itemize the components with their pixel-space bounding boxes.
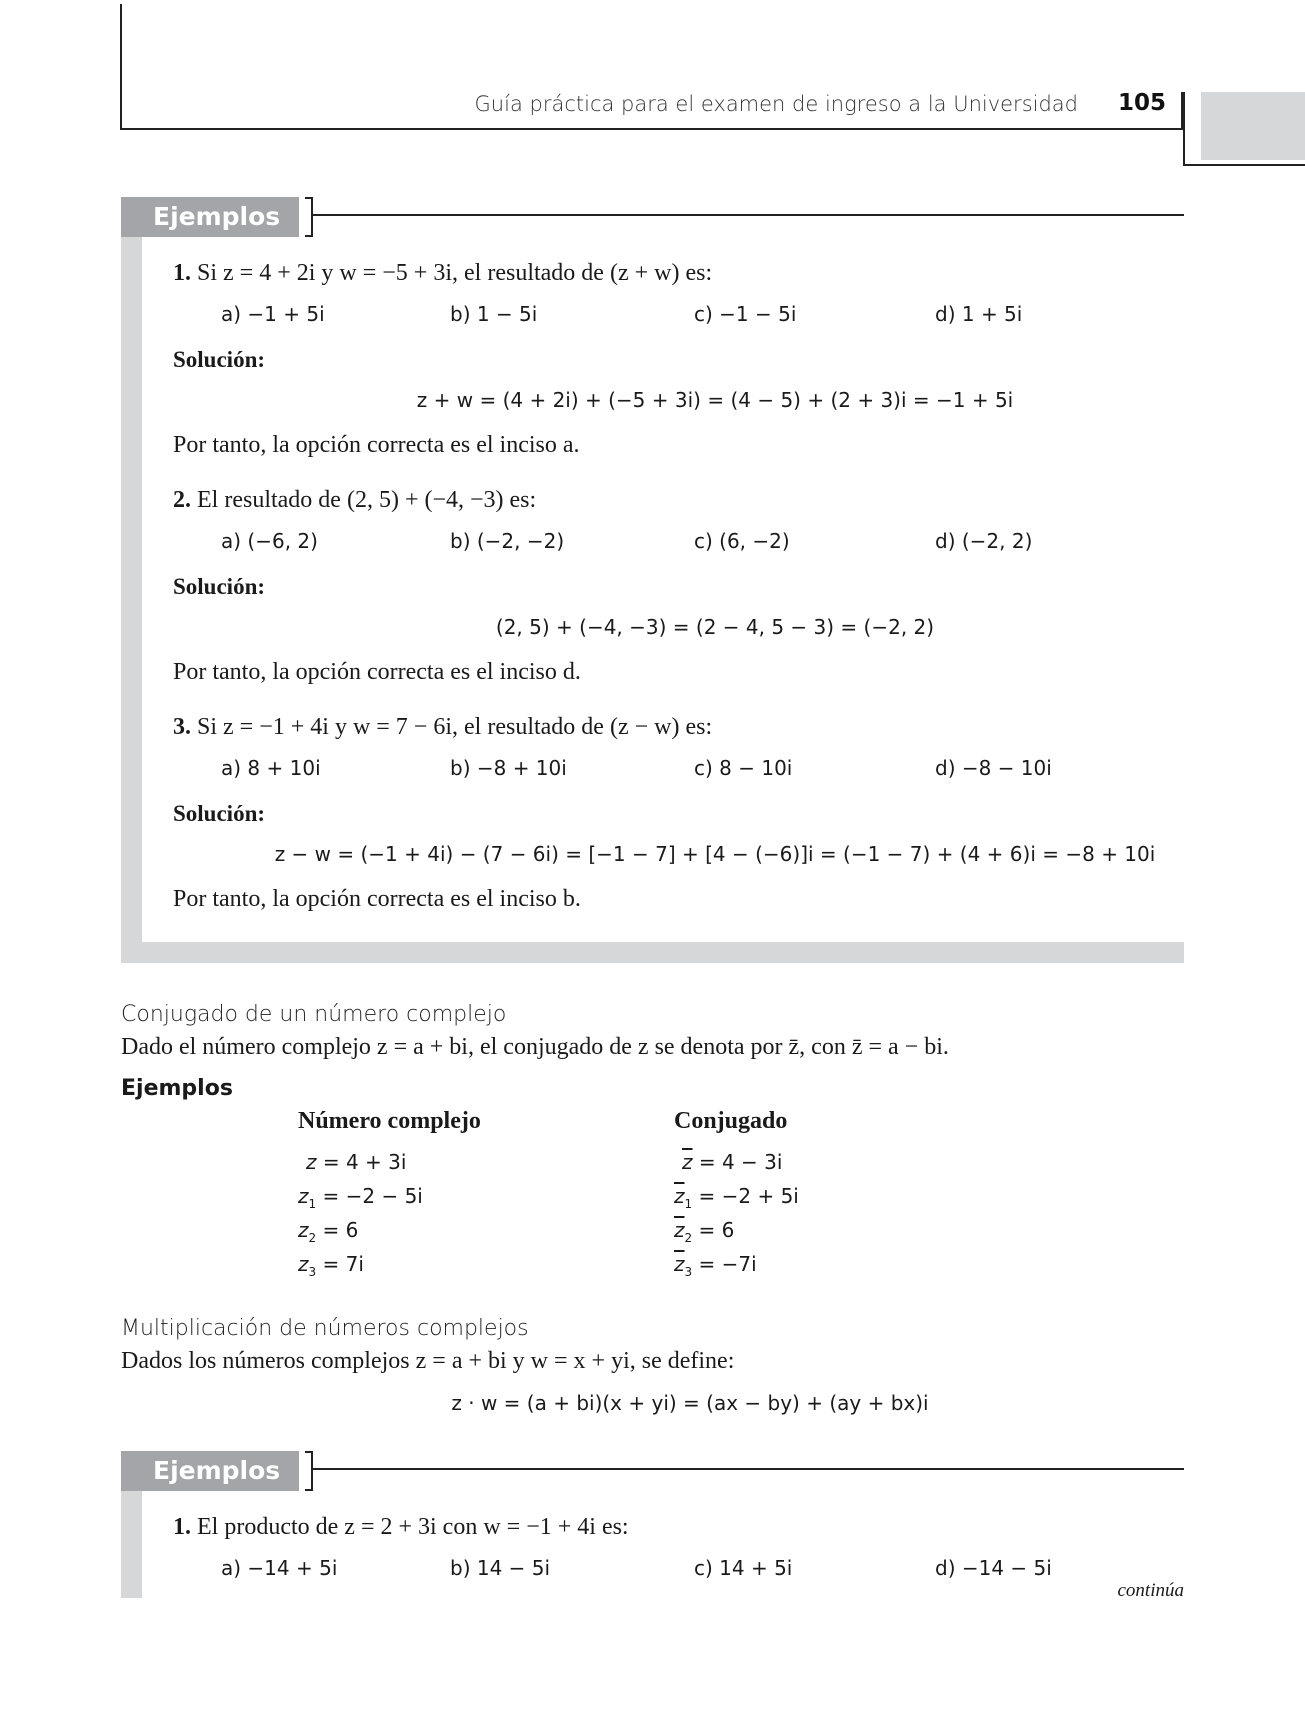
conclusion: Por tanto, la opción correcta es el inciso d. [173,659,581,685]
complex-row: $z_1 = -2 - 5i$ [298,1184,423,1211]
continues-note: continúa [1117,1580,1184,1601]
example-number: 1. [173,260,191,286]
option-b: b) −8 + 10i [450,756,567,780]
thumb-tab-bottom-border [1183,164,1305,166]
example-number: 1. [173,1514,191,1540]
conclusion: Por tanto, la opción correcta es el inciso b. [173,886,581,912]
multiplication-definition: Dados los números complejos z = a + bi y w = x + yi, se define: [121,1348,735,1374]
box-side-bar [121,1491,142,1598]
examples-label: Ejemplos [121,1076,233,1101]
header-bottom-rule [120,128,1183,130]
option-b: b) (−2, −2) [450,529,565,553]
complex-row: $z_2 = 6$ [298,1218,359,1245]
thumb-tab-border [1183,92,1185,166]
complex-row: $z_3 = 7i$ [298,1252,364,1279]
example-number: 3. [173,714,191,740]
question-text: Si z = 4 + 2i y w = −5 + 3i, el resultado de (z + w) es: [197,260,713,286]
question-text: El resultado de (2, 5) + (−4, −3) es: [197,487,537,513]
box-bottom-bar [121,942,1184,963]
example-number: 2. [173,487,191,513]
question-text: El producto de z = 2 + 3i con w = −1 + 4i es: [197,1514,629,1540]
complex-row: z = 4 + 3i [306,1150,407,1174]
option-c: c) (6, −2) [694,529,790,553]
example-3-question [173,714,712,741]
option-d: d) 1 + 5i [935,302,1023,326]
page-number: 105 [1118,90,1167,116]
banner-rule [313,1468,1184,1470]
column-header-complex: Número complejo [298,1108,481,1134]
option-c: c) 14 + 5i [694,1556,793,1580]
option-a: a) −14 + 5i [221,1556,338,1580]
solution-label: Solución: [173,801,266,826]
option-d: d) −8 − 10i [935,756,1052,780]
banner-frame [305,1451,313,1491]
example-1-question [173,260,712,287]
multiplication-formula: z · w = (a + bi)(x + yi) = (ax − by) + (ay + bx)i [451,1391,929,1415]
section-title-conjugate: Conjugado de un número complejo [121,1002,507,1027]
running-header-title: Guía práctica para el examen de ingreso a la Universidad [474,92,1078,116]
box-side-bar [121,237,142,963]
option-d: d) (−2, 2) [935,529,1033,553]
option-c: c) −1 − 5i [694,302,797,326]
solution-label: Solución: [173,347,266,372]
conjugate-row: $\overline{z} = 4 - 3i$ [682,1150,783,1174]
solution-label: Solución: [173,574,266,599]
examples-banner: Ejemplos [121,1451,299,1491]
question-text: Si z = −1 + 4i y w = 7 − 6i, el resultado de (z − w) es: [197,714,713,740]
examples-banner: Ejemplos [121,197,299,237]
banner-rule [313,214,1184,216]
thumb-tab [1201,92,1305,160]
example-4-question [173,1514,629,1541]
option-b: b) 14 − 5i [450,1556,551,1580]
option-c: c) 8 − 10i [694,756,793,780]
column-header-conjugate: Conjugado [674,1108,788,1134]
banner-frame [305,197,313,237]
solution-equation: (2, 5) + (−4, −3) = (2 − 4, 5 − 3) = (−2, 2) [495,615,935,639]
option-a: a) −1 + 5i [221,302,325,326]
conjugate-definition: Dado el número complejo z = a + bi, el conjugado de z se denota por z̄, con z̄ = a − bi. [121,1034,949,1060]
option-d: d) −14 − 5i [935,1556,1052,1580]
solution-equation: z − w = (−1 + 4i) − (7 − 6i) = [−1 − 7] + [4 − (−6)]i = (−1 − 7) + (4 + 6)i = −8 + 10i [274,842,1156,866]
option-a: a) 8 + 10i [221,756,321,780]
option-a: a) (−6, 2) [221,529,318,553]
option-b: b) 1 − 5i [450,302,538,326]
example-2-question [173,487,536,514]
conjugate-row: $\overline{z}_2 = 6$ [674,1218,735,1245]
solution-equation: z + w = (4 + 2i) + (−5 + 3i) = (4 − 5) + (2 + 3)i = −1 + 5i [416,388,1014,412]
conjugate-row: $\overline{z}_3 = -7i$ [674,1252,757,1279]
conjugate-row: $\overline{z}_1 = -2 + 5i$ [674,1184,799,1211]
section-title-multiplication: Multiplicación de números complejos [121,1316,529,1341]
header-left-rule [120,4,122,130]
conclusion: Por tanto, la opción correcta es el inciso a. [173,432,580,458]
